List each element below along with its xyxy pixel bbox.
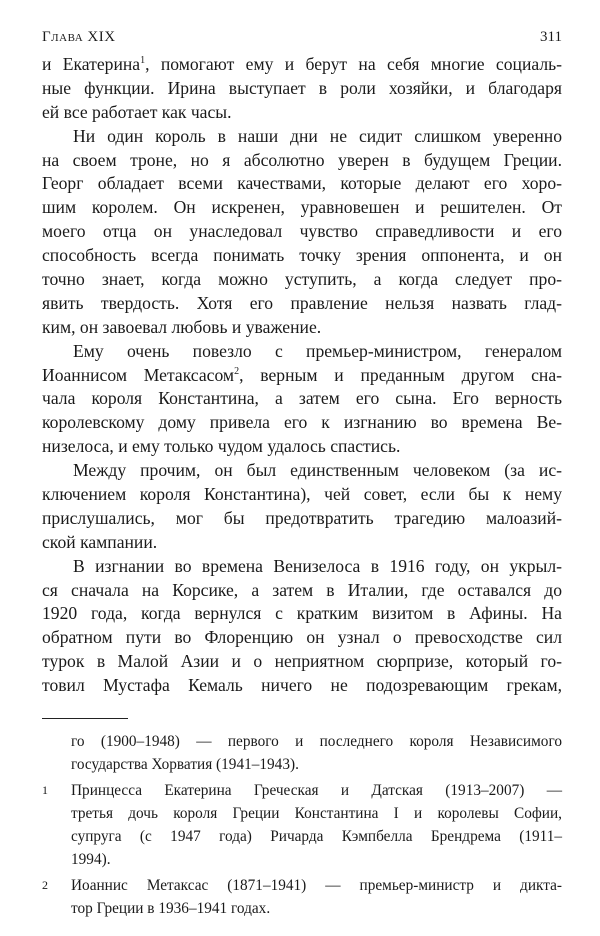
footnote (42, 730, 562, 776)
text-line (42, 507, 562, 531)
body-text (42, 53, 562, 698)
footnote-line: государства Хорватия (1941–1943). (71, 756, 299, 773)
text-segment: прислушались, мог бы предотвратить трагедию малоазий- (42, 507, 562, 528)
text-line (42, 435, 562, 459)
footnote-line: Принцесса Екатерина Греческая и Датская (1913–2007) — (71, 782, 562, 799)
text-line (42, 149, 562, 173)
text-segment: Иоаннисом Метаксасом (42, 364, 235, 385)
text-segment: Георг обладает всеми качествами, которые делают его хоро- (42, 173, 562, 194)
running-header (42, 29, 562, 51)
text-segment: обратном пути во Флоренцию он узнал о превосходстве сил (42, 627, 562, 648)
text-line (42, 316, 562, 340)
text-segment: точно знает, когда можно уступить, а когда следует про- (42, 269, 562, 290)
footnote-line: 1994). (71, 851, 111, 868)
footnote-marker: 1 (140, 55, 146, 66)
text-segment: В изгнании во времена Венизелоса в 1916 году, он укрыл- (73, 555, 562, 576)
text-line (42, 579, 562, 603)
text-segment: королевскому дому привела его к изгнанию во времена Ве- (42, 412, 562, 433)
footnote-marker: 2 (234, 365, 240, 377)
text-line (42, 483, 562, 507)
footnote (42, 874, 562, 920)
text-segment: Ему очень повезло с премьер-министром, генералом (73, 340, 562, 361)
text-line (42, 196, 562, 220)
text-segment: Между прочим, он был единственным человеком (за ис- (73, 460, 562, 481)
text-line (42, 531, 562, 555)
footnote-line: супруга (с 1947 года) Ричарда Кэмпбелла Брендрема (1911– (71, 828, 562, 845)
text-segment: шим королем. Он искренен, уравновешен и решителен. От (42, 197, 562, 218)
footnote-line: тор Греции в 1936–1941 годах. (71, 900, 271, 917)
text-segment: ся сначала на Корсике, а затем в Италии, где оставался до (42, 579, 562, 600)
text-segment: явить твердость. Хотя его правление нельзя назвать глад- (42, 292, 562, 313)
text-segment: ской кампании. (42, 531, 158, 552)
chapter-title: Глава XIX (42, 29, 116, 45)
footnote-line: Иоаннис Метаксас (1871–1941) — премьер-министр и дикта- (71, 877, 562, 894)
footnote-line: третья дочь короля Греции Константина I и королевы Софии, (71, 805, 562, 822)
footnote-number: 2 (42, 878, 48, 892)
text-line (42, 125, 562, 149)
text-segment: Ни один король в наши дни не сидит слишком уверенно (73, 125, 562, 146)
text-segment: низелоса, и ему только чудом удалось спастись. (42, 436, 401, 457)
text-segment: ключением короля Константина), чей совет, если бы к нему (42, 484, 562, 505)
footnote-line: го (1900–1948) — первого и последнего короля Независимого (71, 733, 562, 750)
text-segment: турок в Малой Азии и о неприятном сюрпризе, который го- (42, 651, 562, 672)
text-line (42, 53, 562, 77)
text-line (42, 411, 562, 435)
text-segment: ные функции. Ирина выступает в роли хозяйки, и благодаря (42, 77, 562, 98)
text-line (42, 364, 562, 388)
text-segment: моего отца он унаследовал чувство справедливости и его (42, 221, 562, 242)
footnote (42, 779, 562, 871)
text-segment: ей все работает как часы. (42, 101, 232, 122)
text-line (42, 650, 562, 674)
text-segment: , верным и преданным другом сна- (239, 364, 563, 385)
text-segment: ким, он завоевал любовь и уважение. (42, 316, 322, 337)
text-line (42, 101, 562, 125)
text-line (42, 602, 562, 626)
text-segment: способность всегда понимать точку зрения оппонента, и он (42, 245, 562, 266)
text-line (42, 626, 562, 650)
text-segment: , помогают ему и берут на себя многие социаль- (145, 54, 562, 74)
text-line (42, 340, 562, 364)
footnote-divider (42, 718, 128, 719)
text-line (42, 77, 562, 101)
text-segment: и Екатерина (42, 54, 141, 74)
text-line (42, 292, 562, 316)
text-line (42, 268, 562, 292)
footnotes (42, 730, 562, 923)
text-line (42, 459, 562, 483)
text-line (42, 220, 562, 244)
text-line (42, 244, 562, 268)
text-segment: чала короля Константина, а затем его сына. Его верность (42, 388, 562, 409)
footnote-number: 1 (42, 783, 48, 797)
text-segment: 1920 года, когда вернулся с кратким визитом в Афины. На (42, 603, 562, 624)
text-segment: товил Мустафа Кемаль ничего не подозревающим грекам, (42, 675, 562, 696)
page-number: 311 (540, 29, 562, 45)
text-line (42, 172, 562, 196)
text-segment: на своем троне, но я абсолютно уверен в будущем Греции. (42, 149, 562, 170)
text-line (42, 387, 562, 411)
text-line (42, 555, 562, 579)
text-line (42, 674, 562, 698)
